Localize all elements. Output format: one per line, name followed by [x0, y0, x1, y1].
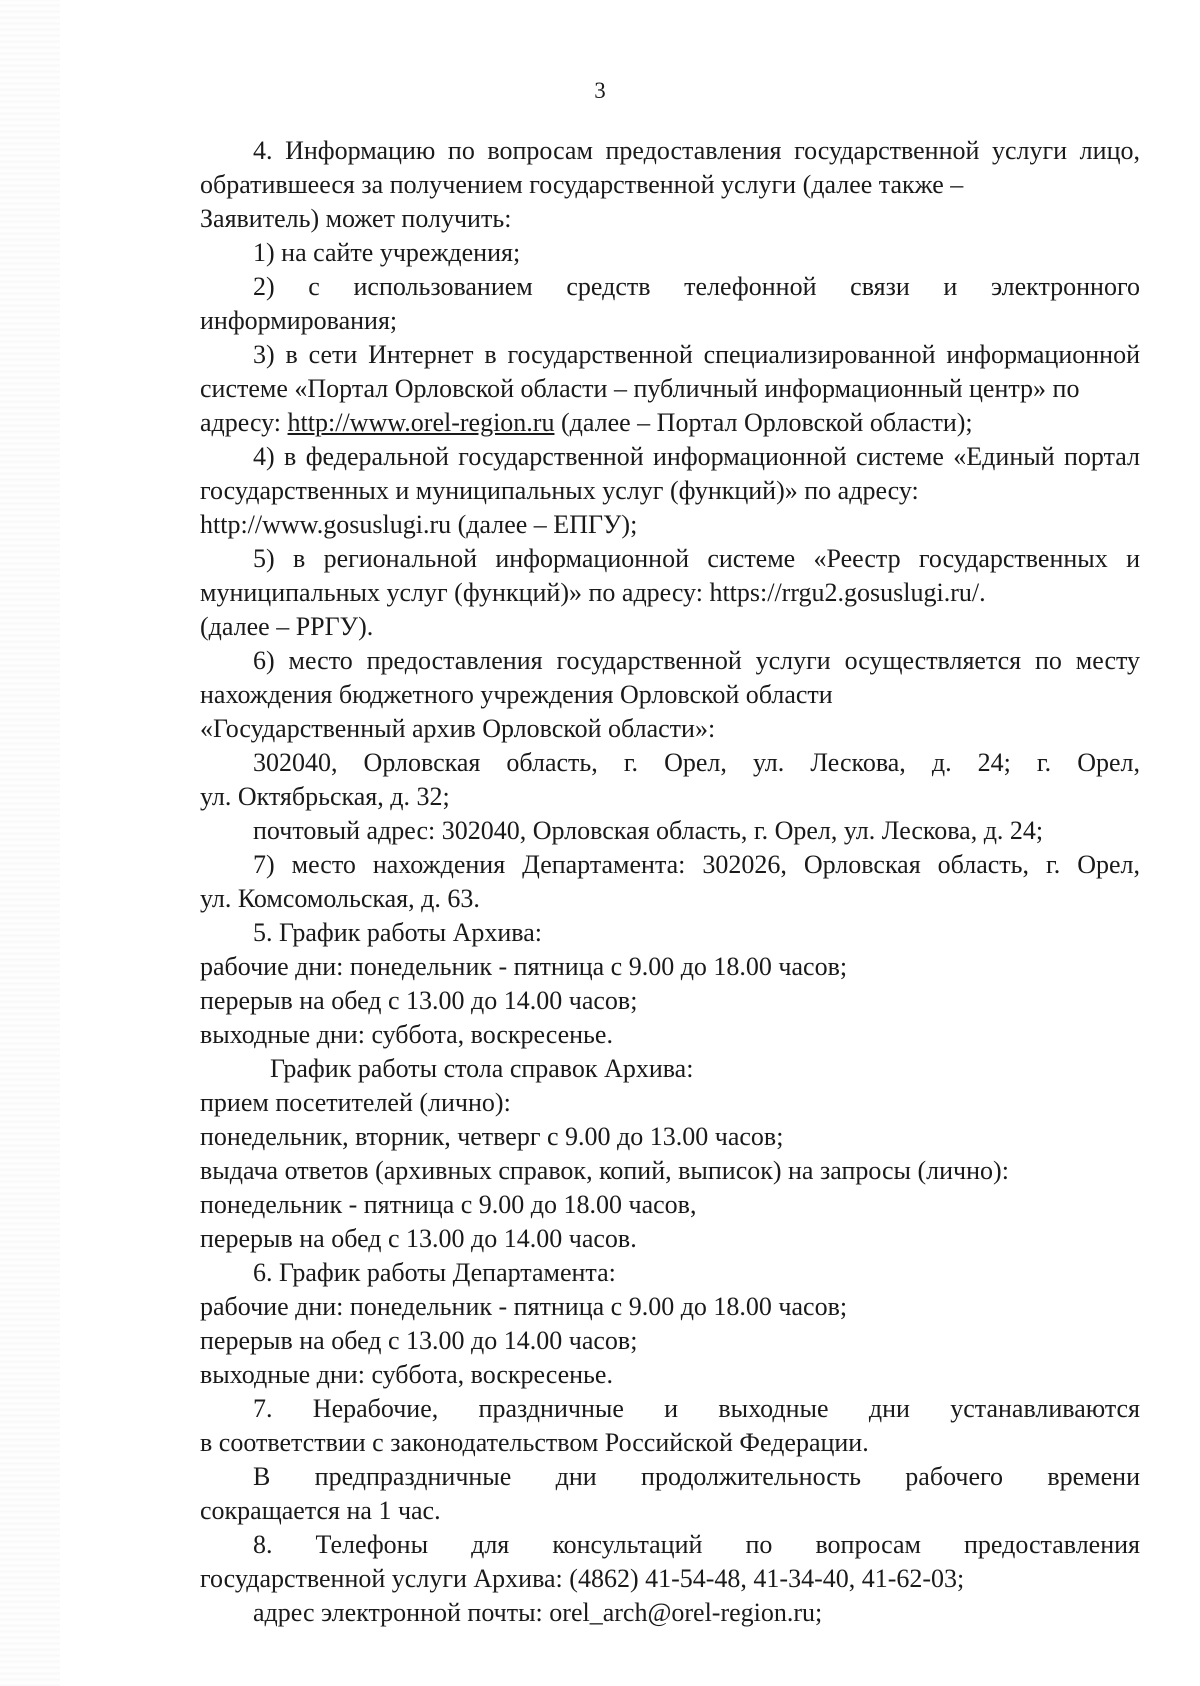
scan-edge-artifact — [0, 0, 60, 1686]
item-7-tail: ул. Комсомольская, д. 63. — [200, 884, 480, 913]
section-7-tail: в соответствии с законодательством Российской Федерации. — [200, 1428, 869, 1457]
item-4-text: 4) в федеральной государственной информационной системе «Единый портал государственных и муниципальных услуг (функций)» по адресу: — [200, 442, 1140, 505]
desk-lunch: перерыв на обед с 13.00 до 14.00 часов. — [200, 1224, 637, 1253]
archive-lunch: перерыв на обед с 13.00 до 14.00 часов; — [200, 986, 638, 1015]
address-line: 302040, Орловская область, г. Орел, ул. Лескова, д. 24; г. Орел, — [253, 748, 1140, 777]
item-1: 1) на сайте учреждения; — [253, 238, 521, 267]
address-tail: ул. Октябрьская, д. 32; — [200, 782, 450, 811]
item-2-line: 2) с использованием средств телефонной связи и электронного — [253, 272, 1140, 301]
department-workdays: рабочие дни: понедельник - пятница с 9.00 до 18.00 часов; — [200, 1292, 848, 1321]
document-body — [200, 134, 1140, 1630]
item-3-tail — [200, 406, 1140, 440]
desk-visitor-hours: понедельник, вторник, четверг с 9.00 до 13.00 часов; — [200, 1122, 784, 1151]
section-6-heading: 6. График работы Департамента: — [253, 1258, 616, 1287]
desk-heading: График работы стола справок Архива: — [270, 1054, 694, 1083]
section-5-heading: 5. График работы Архива: — [253, 918, 542, 947]
item-3-prefix: адресу: — [200, 408, 288, 437]
department-weekend: выходные дни: суббота, воскресенье. — [200, 1360, 613, 1389]
page-number: 3 — [594, 78, 606, 103]
item-6-tail: «Государственный архив Орловской области»: — [200, 714, 716, 743]
section-7-line: 7. Нерабочие, праздничные и выходные дни устанавливаются — [253, 1394, 1140, 1423]
portal-link[interactable]: http://www.orel-region.ru — [287, 408, 555, 437]
paragraph-4-text: 4. Информацию по вопросам предоставления государственной услуги лицо, обратившееся за получением государственной услуги (далее также – — [200, 136, 1140, 199]
preholiday-tail: сокращается на 1 час. — [200, 1496, 441, 1525]
email-address: адрес электронной почты: orel_arch@orel-region.ru; — [253, 1598, 823, 1627]
archive-weekend: выходные дни: суббота, воскресенье. — [200, 1020, 613, 1049]
section-8-line: 8. Телефоны для консультаций по вопросам предоставления — [253, 1530, 1140, 1559]
item-3-text: 3) в сети Интернет в государственной специализированной информационной системе «Портал Орловской области – публичный информационный центр» по — [200, 340, 1140, 403]
desk-response-hours: понедельник - пятница с 9.00 до 18.00 часов, — [200, 1190, 697, 1219]
archive-workdays: рабочие дни: понедельник - пятница с 9.00 до 18.00 часов; — [200, 952, 848, 981]
desk-responses: выдача ответов (архивных справок, копий, выписок) на запросы (лично): — [200, 1156, 1009, 1185]
item-6-text: 6) место предоставления государственной услуги осуществляется по месту нахождения бюджетного учреждения Орловской области — [200, 646, 1140, 709]
item-5-text: 5) в региональной информационной системе «Реестр государственных и муниципальных услуг (функций)» по адресу: https://rrgu2.gosuslugi.ru/. — [200, 544, 1140, 607]
paragraph-4-tail: Заявитель) может получить: — [200, 204, 512, 233]
item-3-suffix: (далее – Портал Орловской области); — [554, 408, 973, 437]
item-2-tail: информирования; — [200, 306, 398, 335]
department-lunch: перерыв на обед с 13.00 до 14.00 часов; — [200, 1326, 638, 1355]
item-4-tail: http://www.gosuslugi.ru (далее – ЕПГУ); — [200, 510, 638, 539]
postal-address: почтовый адрес: 302040, Орловская область, г. Орел, ул. Лескова, д. 24; — [253, 816, 1044, 845]
desk-visitors: прием посетителей (лично): — [200, 1088, 511, 1117]
item-5-tail: (далее – РРГУ). — [200, 612, 374, 641]
preholiday-line: В предпраздничные дни продолжительность рабочего времени — [253, 1462, 1140, 1491]
section-8-phones: государственной услуги Архива: (4862) 41-54-48, 41-34-40, 41-62-03; — [200, 1564, 965, 1593]
item-7-line: 7) место нахождения Департамента: 302026, Орловская область, г. Орел, — [253, 850, 1140, 879]
